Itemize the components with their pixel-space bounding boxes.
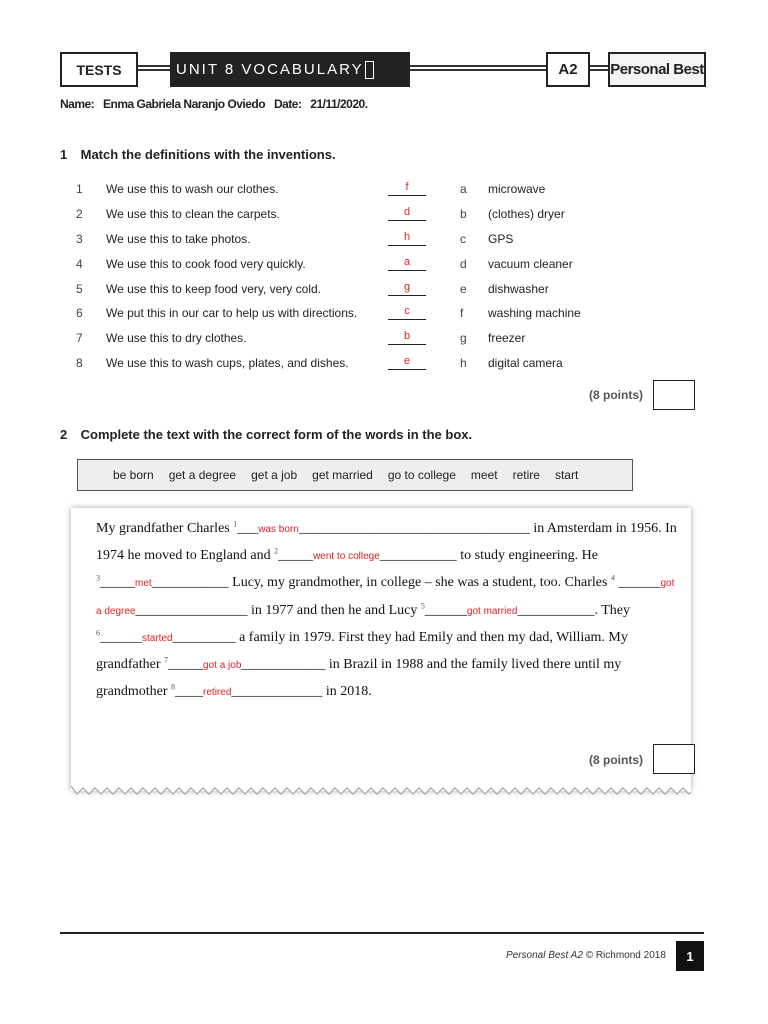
tests-label: TESTS <box>60 52 138 87</box>
definition-text: We use this to dry clothes. <box>106 331 247 346</box>
item-number: 5 <box>76 281 83 296</box>
item-number: 4 <box>76 256 83 271</box>
unit-title-text: UNIT 8 VOCABULARY <box>176 61 364 78</box>
exercise1-number: 1 <box>60 147 68 162</box>
word-option: go to college <box>387 468 456 482</box>
answer-blank[interactable]: g <box>388 281 426 296</box>
option-letter: f <box>460 306 464 321</box>
word-option: get married <box>312 468 373 482</box>
definition-text: We use this to clean the carpets. <box>106 206 280 221</box>
exercise2-points-label: (8 points) <box>589 753 643 767</box>
exercise1-score-box[interactable] <box>653 380 695 410</box>
invention-text: freezer <box>488 331 526 346</box>
gap-number: 3 <box>96 573 100 583</box>
gap-answer-8[interactable]: retired <box>203 687 232 699</box>
item-number: 8 <box>76 356 83 371</box>
date-label: Date: <box>273 97 302 111</box>
answer-blank[interactable]: c <box>388 305 426 320</box>
definition-text: We use this to take photos. <box>106 231 251 246</box>
item-number: 7 <box>76 331 83 346</box>
test-header <box>60 52 706 85</box>
answer-blank[interactable]: b <box>388 330 426 345</box>
option-letter: a <box>460 182 467 196</box>
word-option: get a job <box>251 468 298 482</box>
story-segment: in Amsterdam in 1956. In 1974 he moved to England and <box>96 521 677 564</box>
option-letter: h <box>460 356 467 371</box>
story-segment: a family in 1979. First they had Emily and then my dad, William. My grandfather <box>96 629 628 673</box>
invention-text: microwave <box>488 182 546 196</box>
gap-answer-4[interactable]: got a degree <box>96 578 675 617</box>
word-option: get a degree <box>168 468 237 482</box>
text-cursor-icon <box>365 61 374 79</box>
story-segment: to study engineering. He <box>460 548 598 564</box>
story-segment: in Brazil in 1988 and the family lived there until my grandmother <box>96 657 622 700</box>
exercise1-points-label: (8 points) <box>589 388 643 402</box>
word-option: retire <box>512 468 540 482</box>
gap-number: 8 <box>171 682 176 692</box>
footer-credit <box>506 950 666 961</box>
gap-answer-6[interactable]: started <box>142 632 173 644</box>
gap-answer-2[interactable]: went to college <box>313 551 380 563</box>
gap-answer-7[interactable]: got a job <box>203 660 242 672</box>
match-row <box>76 354 616 379</box>
torn-edge-decoration <box>71 786 691 798</box>
answer-blank[interactable]: e <box>388 355 426 370</box>
gap-number: 6 <box>96 628 100 638</box>
story-segment: Lucy, my grandmother, in college – she was a student, too. Charles <box>232 575 608 591</box>
match-row <box>76 205 616 230</box>
footer-rule <box>60 932 704 934</box>
student-info <box>60 97 374 111</box>
name-label: Name: <box>60 97 95 111</box>
match-row <box>76 255 616 280</box>
option-letter: e <box>460 281 467 296</box>
option-letter: c <box>460 231 466 246</box>
invention-text: washing machine <box>488 306 581 321</box>
date-value[interactable]: 21/11/2020. <box>310 97 368 111</box>
name-value[interactable]: Enma Gabriela Naranjo Oviedo <box>103 97 266 111</box>
exercise2-instruction: Complete the text with the correct form of the words in the box. <box>80 427 473 442</box>
footer-copyright: © Richmond 2018 <box>585 950 666 961</box>
match-row <box>76 329 616 354</box>
brand-logo: Personal Best <box>608 52 706 87</box>
exercise1-title <box>60 147 336 162</box>
story-segment: . They <box>594 602 630 618</box>
gap-number: 5 <box>420 600 425 610</box>
definition-text: We use this to keep food very, very cold. <box>106 281 321 296</box>
story-segment: in 1977 and then he and Lucy <box>250 602 418 618</box>
invention-text: digital camera <box>488 356 563 371</box>
option-letter: d <box>460 256 467 271</box>
story-text: My grandfather Charles $^1$___was born_________________________________ in Amsterdam in 1956. In 1974 he moved to England and $^2$_____went to college___________ to study engineering. He $^3$_____met___________ Lucy, my grandmother, in college – she was a student, too. Charles $^4$ ______got a degree________________ in 1977 and then he and Lucy $^5$______got married___________. They $^6$______started_________ a family in 1979. First they had Emily and then my dad, William. My grandfather $^7$_____got a job____________ in Brazil in 1988 and the family lived there until my grandmother $^8$____retired_____________ in 2018. <box>96 519 677 700</box>
gap-number: 2 <box>274 546 279 556</box>
exercise1-instruction: Match the definitions with the inventions. <box>80 147 336 162</box>
item-number: 6 <box>76 306 83 321</box>
match-row <box>76 304 616 329</box>
match-row <box>76 280 616 305</box>
definition-text: We use this to cook food very quickly. <box>106 256 306 271</box>
option-letter: g <box>460 331 467 346</box>
gap-answer-5[interactable]: got married <box>466 605 518 617</box>
answer-blank[interactable]: f <box>388 181 426 196</box>
gap-number: 1 <box>233 519 238 529</box>
option-letter: b <box>460 206 467 221</box>
footer-book: Personal Best A2 <box>506 950 583 961</box>
gap-answer-1[interactable]: was born <box>258 524 299 535</box>
exercise2-title <box>60 427 472 442</box>
item-number: 2 <box>76 206 83 221</box>
gap-number: 4 <box>610 573 615 583</box>
answer-blank[interactable]: h <box>388 231 426 246</box>
item-number: 3 <box>76 231 83 246</box>
matching-list <box>76 180 616 379</box>
page-number: 1 <box>676 941 704 971</box>
definition-text: We use this to wash cups, plates, and dishes. <box>106 356 349 371</box>
match-row <box>76 230 616 255</box>
word-option: be born <box>113 468 154 482</box>
gap-answer-3[interactable]: met <box>135 578 152 590</box>
invention-text: vacuum cleaner <box>488 256 573 271</box>
level-label: A2 <box>546 52 590 87</box>
item-number: 1 <box>76 182 83 196</box>
unit-title <box>170 52 410 87</box>
word-box <box>77 459 633 491</box>
story-segment: in 2018. <box>325 684 372 700</box>
definition-text: We put this in our car to help us with directions. <box>106 306 358 321</box>
exercise2-number: 2 <box>60 427 68 442</box>
invention-text: GPS <box>488 231 514 246</box>
answer-blank[interactable]: d <box>388 206 426 221</box>
match-row <box>76 180 616 205</box>
exercise2-score-box[interactable] <box>653 744 695 774</box>
invention-text: (clothes) dryer <box>488 206 565 221</box>
definition-text: We use this to wash our clothes. <box>106 182 279 196</box>
answer-blank[interactable]: a <box>388 256 426 271</box>
word-option: meet <box>470 468 498 482</box>
story-segment: My grandfather Charles <box>96 521 230 536</box>
gap-number: 7 <box>164 655 169 665</box>
invention-text: dishwasher <box>488 281 549 296</box>
word-option: start <box>554 468 579 482</box>
